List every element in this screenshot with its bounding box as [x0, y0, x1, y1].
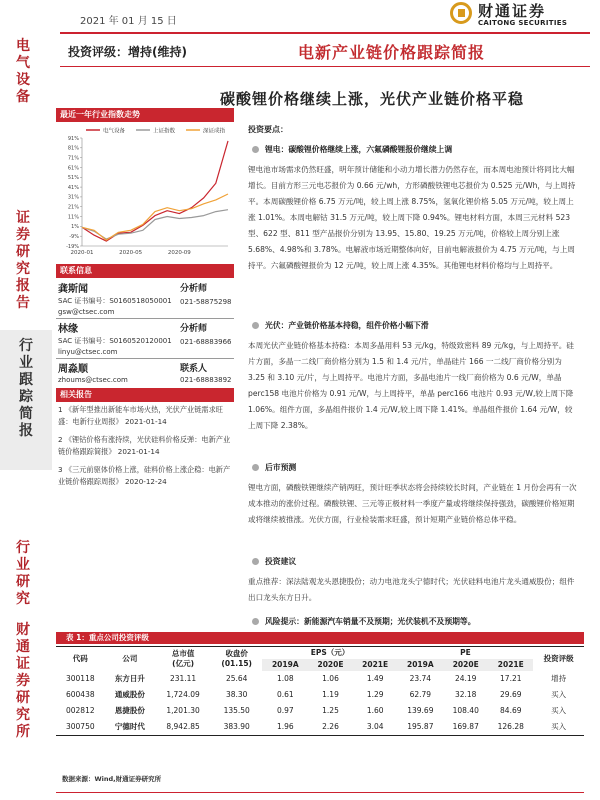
y-tick-label: 11% [67, 214, 79, 221]
bullet-icon [252, 146, 259, 153]
side-label-report-type: 证 券 研 究 报 告 [16, 210, 30, 311]
contact-role-3: 联系人 [180, 364, 208, 374]
contact-name-3: 周淼顺 [58, 364, 88, 375]
footer-divider [56, 792, 584, 793]
legend-label: 电气设备 [103, 128, 126, 135]
logo-text-en: CAITONG SECURITIES [478, 19, 568, 27]
side-label-industry-research: 行 业 研 究 [16, 540, 30, 607]
bullet-icon [252, 558, 259, 565]
legend-label: 深证成指 [203, 128, 226, 135]
y-tick-label: 71% [67, 155, 79, 162]
section-pv: 光伏：产业链价格基本持稳，组件价格小幅下滑 [252, 320, 429, 331]
contact-cert-1: SAC 证书编号：S0160518050001 [58, 297, 172, 305]
bullet-icon [252, 322, 259, 329]
x-tick-label: 2020-09 [167, 250, 191, 256]
related-report-1[interactable]: 1 《新年型推出新能车市场火热，光伏产业链需求旺盛：电新行业周报》 2021-01-14 [58, 405, 223, 426]
y-tick-label: 41% [67, 184, 79, 191]
related-report-2[interactable]: 2 《锂钴价格有涨持续，光伏硅料价格反弹：电新产业链价格跟踪简报》 2021-01-14 [58, 435, 231, 456]
y-tick-label: 1% [71, 224, 79, 231]
contact-phone-3[interactable]: 021-68883892 [180, 376, 232, 384]
side-label-industry: 电 气 设 备 [16, 38, 30, 105]
table-row: 300118 东方日升 231.11 25.64 1.08 1.06 1.49 23.74 24.19 17.21 增持 [65, 674, 567, 683]
contact-email-3[interactable]: zhoums@ctsec.com [58, 376, 128, 384]
table-source: 数据来源：Wind,财通证券研究所 [62, 775, 162, 783]
side-label-institute: 财 通 证 券 研 究 所 [16, 622, 30, 740]
key-points-heading: 投资要点： [248, 125, 288, 134]
y-tick-label: 61% [67, 165, 79, 172]
col-company: 公司 [105, 647, 156, 672]
paragraph-outlook: 锂电方面，磷酸铁锂继续产销两旺，预计旺季状态将会持续较长时间，产业链在 1 月份会再有一次成本推动的涨价过程。磷酸铁锂、三元等正极材料一季度产量或将继续保持强劲，碳酸锂价格短期或将继续被推涨。光伏方面，行业检装需求旺盛，预计短期产业链价格总体平稳。 [248, 483, 577, 524]
series-line-1 [82, 210, 228, 239]
col-year: 2020E [308, 659, 353, 671]
y-tick-label: -9% [69, 233, 79, 240]
col-mcap: 总市值 (亿元) [155, 647, 211, 672]
x-tick-label: 2020-01 [70, 250, 94, 256]
contact-divider [56, 358, 234, 359]
col-year: 2020E [443, 659, 488, 671]
logo-text-cn: 财通证券 [478, 2, 547, 20]
x-tick-label: 2020-05 [119, 250, 143, 256]
legend-label: 上证指数 [153, 128, 176, 135]
contact-phone-2[interactable]: 021-68883966 [180, 338, 232, 346]
related-title: 相关报告 [56, 388, 234, 402]
header-divider [60, 32, 590, 34]
col-year: 2019A [398, 659, 444, 671]
side-label-tracking-brief: 行 业 跟 踪 简 报 [0, 330, 52, 470]
y-tick-label: 51% [67, 175, 79, 182]
contact-email-1[interactable]: gsw@ctsec.com [58, 308, 115, 316]
paragraph-pv: 本周光伏产业链价格基本持稳：本周多晶用料 53 元/kg，特级致密料 89 元/kg，与上周持平。硅片方面，多晶一二线厂商价格分别为 1.5 和 1.4 元/片，单晶硅片 166 一二线厂商价格分别为 3.25 和 3.10 元/片，与上周持平。电池片方面，多晶电池片一线厂商价格为 0.6 元/W，单晶 perc158 电池片价格为 0.91 元/W，与上周持平，单晶 perc166 电池片 0.93 元/W,较上周下降 1.06%。组件方面，多晶组件报价 1.4 元/W,较上周下降 1.41%。单晶组件报价 1.64 元/W，较上周下降 2.38%。 [248, 341, 574, 430]
contact-name-2: 林缘 [58, 324, 78, 335]
table-row: 300750 宁德时代 8,942.85 383.90 1.96 2.26 3.04 195.87 169.87 126.28 买入 [56, 719, 584, 736]
col-year: 2021E [488, 659, 533, 671]
contact-email-2[interactable]: linyu@ctsec.com [58, 348, 118, 356]
table-row: 002812 恩捷股份 1,201.30 135.50 0.97 1.25 1.60 139.69 108.40 84.69 买入 [65, 706, 567, 715]
investment-rating: 投资评级：增持(维持) [68, 45, 187, 59]
key-company-table [56, 646, 584, 736]
series-line-0 [82, 141, 228, 241]
main-title: 碳酸锂价格继续上涨，光伏产业链价格平稳 [220, 90, 525, 108]
y-tick-label: -19% [66, 243, 79, 250]
bullet-icon [252, 464, 259, 471]
paragraph-investment: 重点推荐：深法陆观龙头恩捷股份；动力电池龙头宁德时代；光伏硅料电池片龙头通威股份；组件出口龙头东方日升。 [248, 577, 575, 602]
paragraph-lithium: 锂电池市场需求仍然旺盛，明年预计储能和小动力增长潜力仍然存在，而本周电池预计将同比大幅增长。目前方形三元电芯报价为 0.66 元/wh，方形磷酸铁锂电芯报价为 0.525 元/Wh，与上周持平。本周碳酸锂价格 6.75 万元/吨，较上周上涨 8.75%，氢氧化锂价格 5.05 万元/吨，较上周上涨 1.01%。本周电解钴 31.5 万元/吨，较上周下降 0.94%。锂电材料方面，本周三元材料 523 型、622 型、811 型产品报价分别为 13.95、15.80、19.25 万元/吨，价格较上周分别上涨 5.68%、4.98%和 3.78%。电解液市场近期整体向好，目前电解液报价为 4.75 万元/吨，与上周持平。六氟磷酸锂报价为 12 元/吨，较上周上涨 4.35%。其他锂电材料价格均与上周持平。 [248, 165, 576, 270]
company-logo [400, 0, 590, 30]
contact-divider [56, 318, 234, 319]
table-title: 表 1：重点公司投资评级 [56, 632, 584, 644]
related-report-3[interactable]: 3 《三元前驱体价格上涨，硅料价格上涨企稳：电新产业链价格跟踪周报》 2020-12-24 [58, 465, 231, 486]
col-year: 2021E [353, 659, 398, 671]
chart-panel-title: 最近一年行业指数走势 [56, 108, 234, 122]
y-tick-label: 91% [67, 135, 79, 142]
report-title: 电新产业链价格跟踪简报 [298, 43, 486, 62]
col-close: 收盘价 (01.15) [211, 647, 263, 672]
header-divider-2 [60, 66, 590, 67]
y-tick-label: 81% [67, 145, 79, 152]
contact-role-2: 分析师 [180, 324, 208, 334]
col-pe: PE [398, 647, 534, 660]
series-line-2 [82, 194, 228, 240]
logo-mark-icon [450, 2, 472, 24]
col-eps: EPS（元） [262, 647, 397, 660]
contact-role-1: 分析师 [180, 284, 208, 294]
contact-name-1: 龚斯闻 [58, 284, 88, 295]
risk-warning: 风险提示：新能源汽车销量不及预期；光伏装机不及预期等。 [252, 616, 476, 627]
col-year: 2019A [262, 659, 308, 671]
report-date: 2021 年 01 月 15 日 [80, 16, 177, 27]
bullet-icon [252, 618, 259, 625]
y-tick-label: 31% [67, 194, 79, 201]
y-tick-label: 21% [67, 204, 79, 211]
contact-phone-1[interactable]: 021-58875298 [180, 298, 232, 306]
contacts-title: 联系信息 [56, 264, 234, 278]
index-chart-svg [56, 122, 234, 260]
contact-cert-2: SAC 证书编号：S0160520120001 [58, 337, 172, 345]
section-investment: 投资建议 [252, 556, 296, 567]
col-rating: 投资评级 [533, 647, 584, 672]
table-row: 600438 通威股份 1,724.09 38.30 0.61 1.19 1.29 62.79 32.18 29.69 买入 [65, 690, 567, 699]
index-chart [56, 122, 234, 260]
section-outlook: 后市预测 [252, 462, 296, 473]
section-lithium: 锂电：碳酸锂价格继续上涨，六氟磷酸锂报价继续上调 [252, 144, 452, 155]
col-code: 代码 [56, 647, 105, 672]
